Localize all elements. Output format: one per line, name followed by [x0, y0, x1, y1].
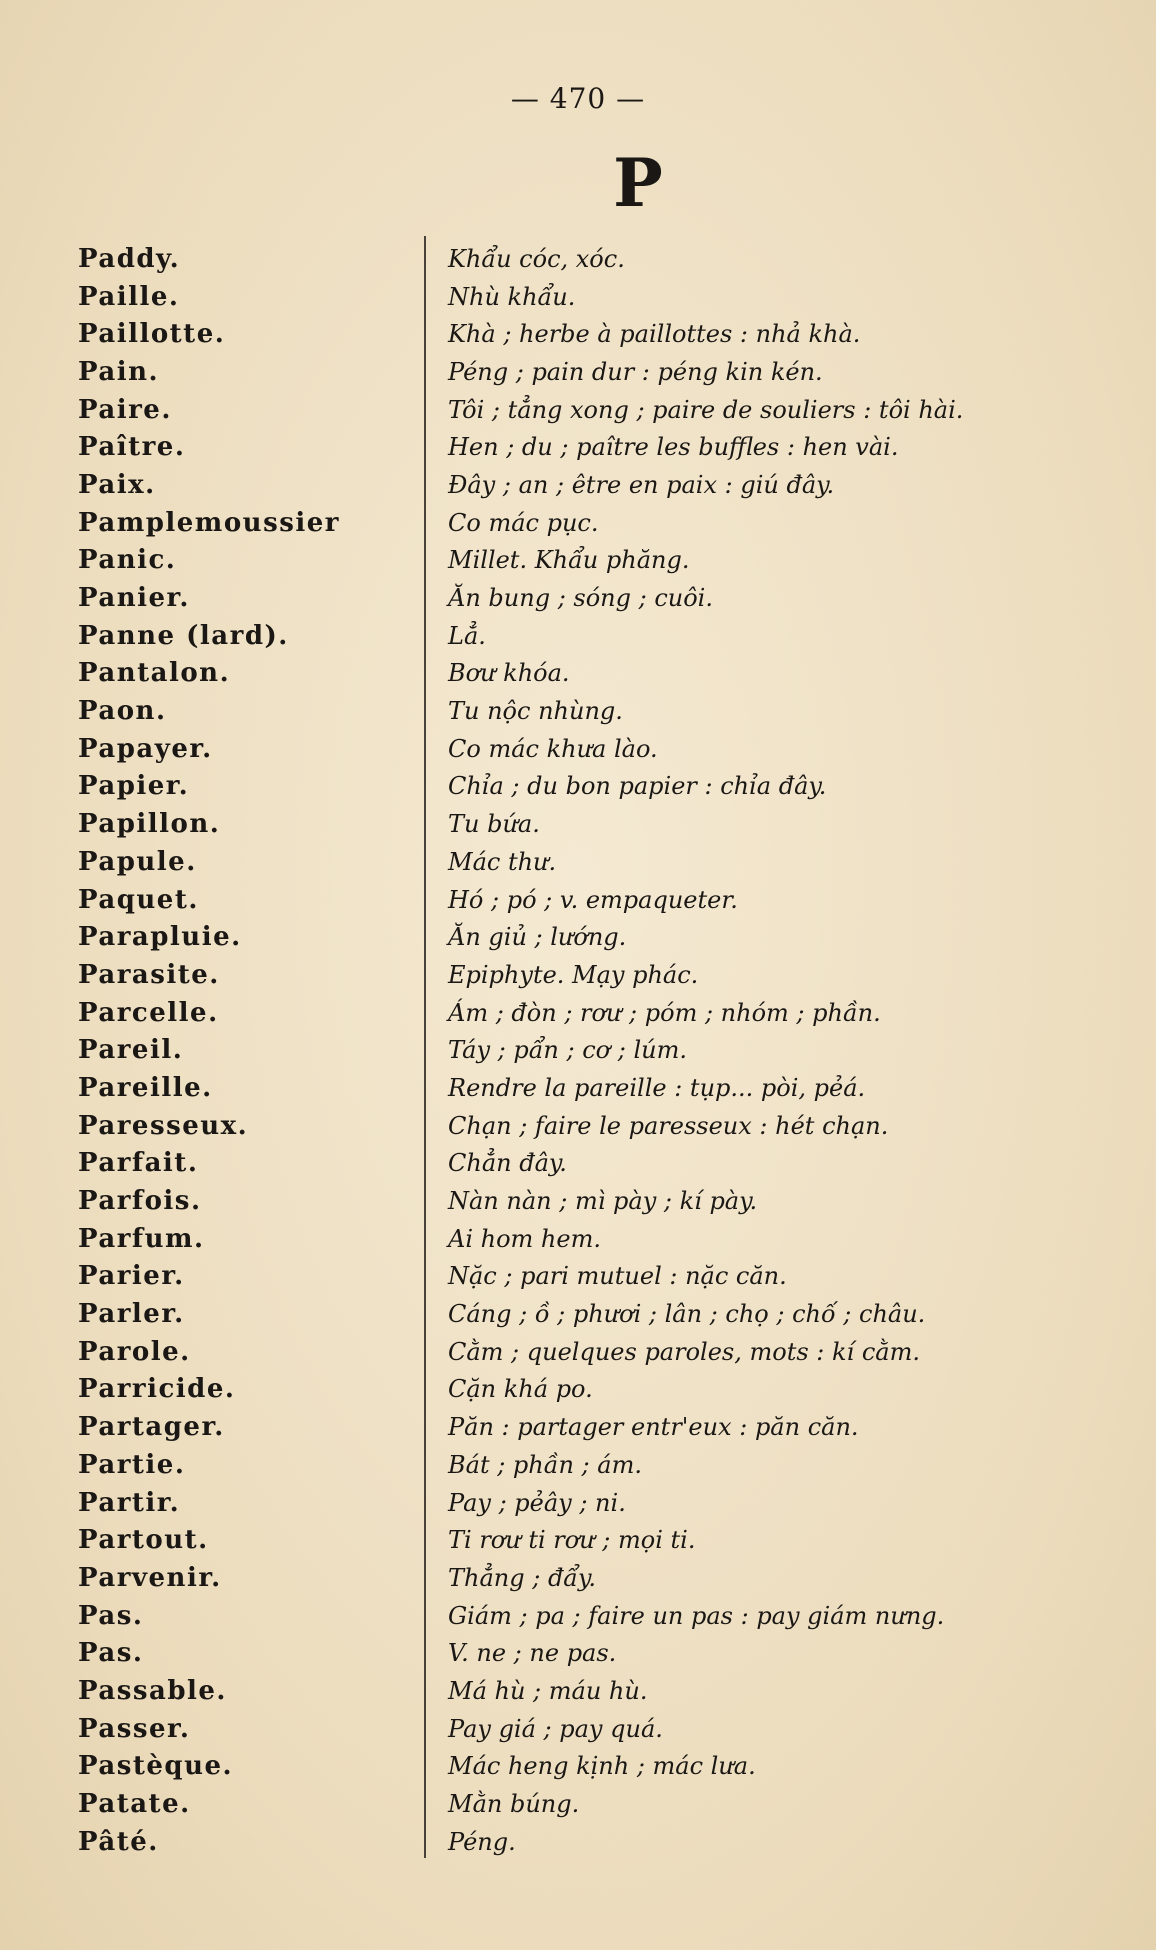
entry-translation: Ai hom hem. [448, 1224, 601, 1253]
dictionary-entry [78, 1408, 1058, 1446]
dictionary-entry [78, 391, 1058, 429]
dictionary-entry [78, 1371, 1058, 1409]
section-letter-heading: P [613, 144, 663, 222]
entry-translation: Péng. [448, 1827, 516, 1856]
dictionary-entry [78, 1031, 1058, 1069]
entry-translation: Co mác pục. [448, 508, 599, 537]
entry-headword: Parasite. [78, 959, 220, 990]
entry-headword: Partie. [78, 1449, 186, 1480]
entry-translation: Chẳn đây. [448, 1149, 567, 1178]
dictionary-entry [78, 1823, 1058, 1861]
dictionary-entry [78, 1295, 1058, 1333]
entry-headword: Partir. [78, 1487, 181, 1518]
entry-translation: Păn : partager entr'eux : păn căn. [448, 1413, 859, 1442]
dictionary-entry [78, 579, 1058, 617]
entry-translation: Khẩu cóc, xóc. [448, 244, 625, 273]
entry-translation: Nặc ; pari mutuel : nặc căn. [448, 1262, 787, 1291]
entry-headword: Paddy. [78, 243, 181, 274]
entry-headword: Paillotte. [78, 319, 226, 350]
entry-translation: Millet. Khẩu phăng. [448, 546, 690, 575]
dictionary-entry [78, 730, 1058, 768]
dictionary-entry [78, 918, 1058, 956]
dictionary-entry [78, 1597, 1058, 1635]
dictionary-entry [78, 466, 1058, 504]
dictionary-entry [78, 655, 1058, 693]
entry-translation: Bơư khóa. [448, 659, 570, 688]
dictionary-entry [78, 1107, 1058, 1145]
entry-headword: Panier. [78, 583, 190, 614]
entry-headword: Pain. [78, 356, 160, 387]
entry-translation: Epiphyte. Mạy phác. [448, 960, 699, 989]
dictionary-entries [78, 240, 1058, 1861]
entry-headword: Papillon. [78, 809, 221, 840]
dictionary-entry [78, 1672, 1058, 1710]
entry-headword: Pamplemoussier [78, 507, 340, 538]
dictionary-entry [78, 1785, 1058, 1823]
entry-headword: Paître. [78, 432, 186, 463]
dictionary-entry [78, 240, 1058, 278]
entry-translation: Lẳ. [448, 621, 486, 650]
entry-headword: Pantalon. [78, 658, 231, 689]
entry-translation: Nhù khẩu. [448, 282, 576, 311]
entry-translation: Khà ; herbe à paillottes : nhả khà. [448, 320, 861, 349]
entry-headword: Parfait. [78, 1148, 199, 1179]
entry-headword: Parricide. [78, 1374, 236, 1405]
dictionary-entry [78, 278, 1058, 316]
dictionary-entry [78, 1145, 1058, 1183]
entry-translation: Cặn khá po. [448, 1375, 593, 1404]
entry-headword: Passer. [78, 1713, 191, 1744]
entry-translation: Pay ; pẻây ; ni. [448, 1488, 626, 1517]
dictionary-entry [78, 1559, 1058, 1597]
dictionary-entry [78, 1333, 1058, 1371]
entry-translation: Mác heng kịnh ; mác lưa. [448, 1752, 756, 1781]
entry-headword: Paire. [78, 394, 172, 425]
entry-translation: Thẳng ; đẩy. [448, 1563, 597, 1592]
dictionary-entry [78, 617, 1058, 655]
entry-translation: Hó ; pó ; v. empaqueter. [448, 885, 738, 914]
entry-translation: Tu bứa. [448, 810, 540, 839]
dictionary-entry [78, 1220, 1058, 1258]
dictionary-entry [78, 1484, 1058, 1522]
entry-headword: Paon. [78, 696, 167, 727]
entry-headword: Paquet. [78, 884, 199, 915]
dictionary-entry [78, 1182, 1058, 1220]
entry-headword: Parapluie. [78, 922, 242, 953]
entry-headword: Partager. [78, 1412, 225, 1443]
entry-headword: Pas. [78, 1638, 144, 1669]
entry-headword: Partout. [78, 1525, 209, 1556]
entry-headword: Papier. [78, 771, 190, 802]
dictionary-entry [78, 994, 1058, 1032]
entry-headword: Pâté. [78, 1826, 159, 1857]
entry-translation: Chỉa ; du bon papier : chỉa đây. [448, 772, 827, 801]
entry-translation: Giám ; pa ; faire un pas : pay giám nưng. [448, 1601, 945, 1630]
entry-headword: Papule. [78, 846, 197, 877]
dictionary-entry [78, 956, 1058, 994]
dictionary-entry [78, 1446, 1058, 1484]
dictionary-entry [78, 1748, 1058, 1786]
entry-headword: Paix. [78, 469, 156, 500]
dictionary-entry [78, 1258, 1058, 1296]
entry-translation: Ti rơư ti rơư ; mọi ti. [448, 1526, 696, 1555]
entry-headword: Paresseux. [78, 1110, 249, 1141]
entry-headword: Parole. [78, 1336, 191, 1367]
dictionary-entry [78, 1634, 1058, 1672]
entry-headword: Parvenir. [78, 1562, 222, 1593]
entry-headword: Pareil. [78, 1035, 184, 1066]
entry-headword: Papayer. [78, 733, 213, 764]
entry-translation: Táy ; pẩn ; cơ ; lúm. [448, 1036, 687, 1065]
page-number: — 470 — [510, 82, 646, 115]
entry-headword: Panic. [78, 545, 177, 576]
dictionary-entry [78, 504, 1058, 542]
entry-translation: Nàn nàn ; mì pày ; kí pày. [448, 1187, 758, 1216]
entry-headword: Parcelle. [78, 997, 219, 1028]
entry-translation: Mác thư. [448, 847, 557, 876]
dictionary-entry [78, 353, 1058, 391]
dictionary-entry [78, 881, 1058, 919]
entry-translation: Bát ; phần ; ám. [448, 1450, 642, 1479]
entry-headword: Pareille. [78, 1072, 213, 1103]
entry-translation: Co mác khưa lào. [448, 734, 658, 763]
dictionary-entry [78, 805, 1058, 843]
entry-translation: Ăn bung ; sóng ; cuôi. [448, 584, 713, 613]
entry-translation: Cáng ; ồ ; phươi ; lân ; chọ ; chố ; châu. [448, 1300, 926, 1329]
dictionary-entry [78, 542, 1058, 580]
entry-headword: Paille. [78, 281, 180, 312]
entry-headword: Passable. [78, 1675, 227, 1706]
entry-translation: Má hù ; máu hù. [448, 1676, 648, 1705]
dictionary-entry [78, 768, 1058, 806]
dictionary-entry [78, 428, 1058, 466]
entry-headword: Parfois. [78, 1186, 202, 1217]
dictionary-entry [78, 692, 1058, 730]
entry-headword: Parier. [78, 1261, 185, 1292]
entry-headword: Pastèque. [78, 1751, 234, 1782]
dictionary-entry [78, 1069, 1058, 1107]
dictionary-entry [78, 843, 1058, 881]
entry-translation: Rendre la pareille : tụp... pòi, pẻá. [448, 1073, 866, 1102]
entry-translation: V. ne ; ne pas. [448, 1639, 617, 1668]
entry-headword: Pas. [78, 1600, 144, 1631]
dictionary-entry [78, 1710, 1058, 1748]
entry-translation: Tu nộc nhùng. [448, 697, 623, 726]
entry-translation: Hen ; du ; paître les buffles : hen vài. [448, 433, 899, 462]
dictionary-entry [78, 315, 1058, 353]
entry-translation: Péng ; pain dur : péng kin kén. [448, 357, 823, 386]
entry-translation: Mằn búng. [448, 1790, 580, 1819]
entry-headword: Patate. [78, 1789, 191, 1820]
entry-translation: Pay giá ; pay quá. [448, 1714, 663, 1743]
entry-headword: Panne (lard). [78, 620, 289, 651]
entry-headword: Parler. [78, 1299, 185, 1330]
entry-translation: Ám ; đòn ; rơư ; póm ; nhóm ; phần. [448, 998, 881, 1027]
entry-translation: Đây ; an ; être en paix : giú đây. [448, 470, 835, 499]
entry-translation: Cằm ; quelques paroles, mots : kí cằm. [448, 1337, 920, 1366]
dictionary-entry [78, 1521, 1058, 1559]
entry-translation: Ăn giủ ; lướng. [448, 923, 627, 952]
entry-headword: Parfum. [78, 1223, 205, 1254]
entry-translation: Chạn ; faire le paresseux : hét chạn. [448, 1111, 889, 1140]
entry-translation: Tôi ; tẳng xong ; paire de souliers : tôi hài. [448, 395, 964, 424]
